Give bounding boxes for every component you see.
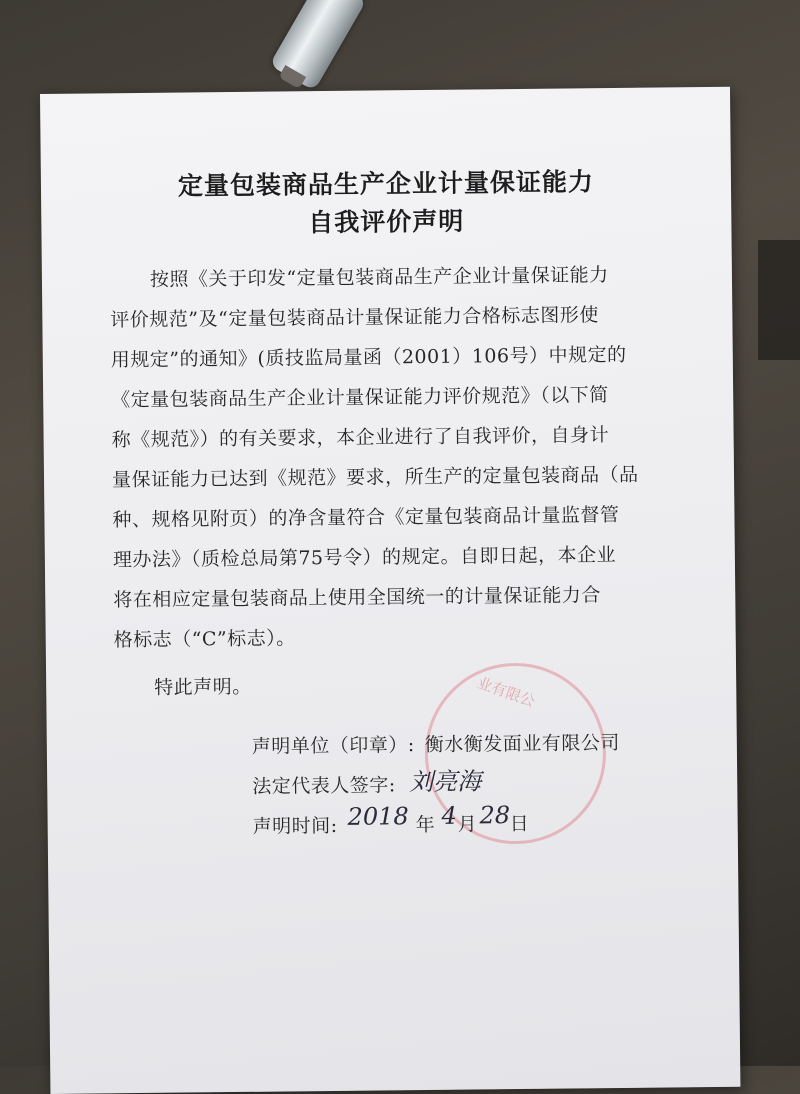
representative-signature: 刘亮海 (409, 767, 482, 797)
body-line-9: 将在相应定量包装商品上使用全国统一的计量保证能力合 (113, 584, 601, 612)
body-line-1: 按照《关于印发“定量包装商品生产企业计量保证能力 (149, 264, 609, 291)
date-day-handwritten: 28 (479, 801, 511, 830)
document-subtitle: 自我评价声明 (308, 206, 465, 238)
declaration-sheet (40, 87, 740, 1094)
day-char: 日 (509, 812, 530, 836)
year-char: 年 (415, 813, 436, 837)
representative-label: 法定代表人签字: (252, 774, 396, 798)
background-object (758, 240, 800, 360)
body-line-10: 格标志（“C”标志）。 (113, 627, 296, 652)
closing-statement: 特此声明。 (154, 675, 252, 699)
seal-text: 业有限公 (474, 673, 538, 711)
body-line-5: 称《规范》）的有关要求，本企业进行了自我评价，自身计 (111, 424, 610, 452)
unit-value: 衡水衡发面业有限公司 (424, 731, 620, 757)
body-line-7: 种、规格见附页）的净含量符合《定量包装商品计量监督管 (112, 503, 620, 532)
body-line-6: 量保证能力已达到《规范》要求，所生产的定量包装商品（品 (111, 463, 639, 492)
date-month-handwritten: 4 (441, 801, 458, 830)
body-line-2: 评价规范”及“定量包装商品计量保证能力合格标志图形使 (110, 304, 599, 332)
date-year-handwritten: 2018 (347, 802, 409, 831)
body-line-4: 《定量包装商品生产企业计量保证能力评价规范》（以下简 (111, 384, 609, 412)
month-char: 月 (457, 813, 478, 836)
date-label: 声明时间: (252, 814, 338, 838)
pen (269, 0, 367, 91)
pen-tip (278, 65, 306, 89)
body-line-3: 用规定”的通知》(质技监局量函（2001）106号）中规定的 (110, 343, 627, 372)
unit-label: 声明单位（印章）: (251, 734, 415, 758)
document-title: 定量包装商品生产企业计量保证能力 (177, 167, 595, 201)
body-line-8: 理办法》（质检总局第75号令）的规定。自即日起，本企业 (112, 543, 617, 572)
